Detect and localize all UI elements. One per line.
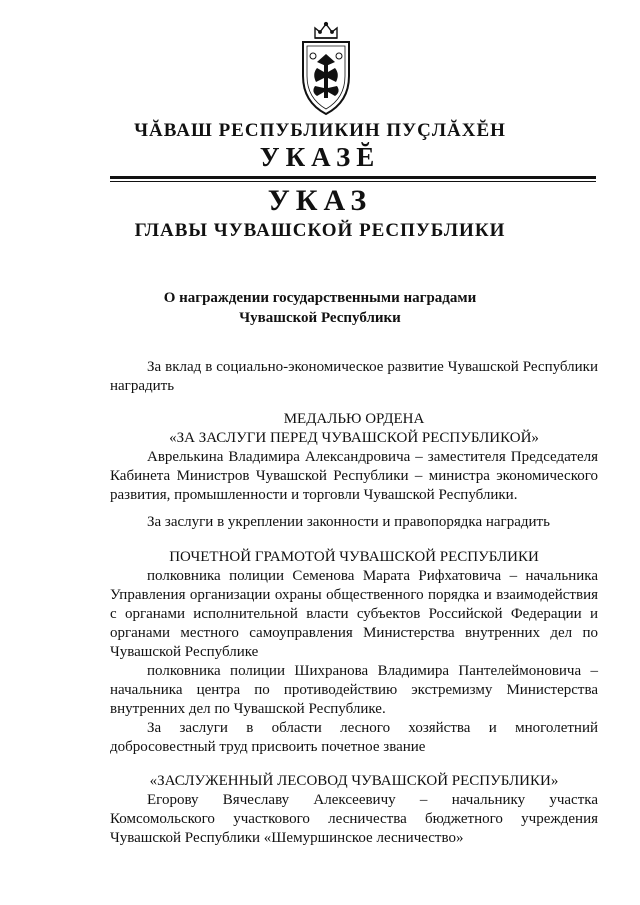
header-russian-line1: УКАЗ <box>267 184 373 217</box>
section3-recipient: Егорову Вячеславу Алексеевичу – начальнику участка Комсомольского участкового лесничества бюджетного учреждения Чувашской Республики «Шемуршинское лесничество» <box>110 792 598 846</box>
coat-of-arms-emblem <box>295 18 357 118</box>
section2-recipient2: полковника полиции Шихранова Владимира Пантелеймоновича – начальника центра по противодействию экстремизму Министерства внутренних дел по Чувашской Республике. <box>110 663 598 717</box>
section1-award-line2: «ЗА ЗАСЛУГИ ПЕРЕД ЧУВАШСКОЙ РЕСПУБЛИКОЙ» <box>169 430 539 446</box>
section2-recipient1: полковника полиции Семенова Марата Рифхатовича – начальника Управления организации охраны общественного порядка и взаимодействия с органами исполнительной власти субъектов Российской Федерации и органами местного самоуправления Министерства внутренних дел по Чувашской Республике <box>110 568 598 660</box>
header-divider-thick <box>110 176 596 179</box>
section2-award: ПОЧЕТНОЙ ГРАМОТОЙ ЧУВАШСКОЙ РЕСПУБЛИКИ <box>169 549 539 565</box>
section3-intro-block <box>110 719 598 757</box>
section2-intro-block <box>110 513 598 532</box>
header-chuvash-line1: ЧĂВАШ РЕСПУБЛИКИН ПУÇЛĂХĔН <box>134 120 506 141</box>
section1-award-line1: МЕДАЛЬЮ ОРДЕНА <box>283 411 425 427</box>
section1-intro-block <box>110 358 598 396</box>
section3-award-block <box>110 772 598 848</box>
tree-of-life-icon <box>313 54 338 98</box>
crown-icon <box>315 23 337 38</box>
section2-intro: За заслуги в укреплении законности и правопорядка наградить <box>147 514 550 530</box>
header-divider-thin <box>110 181 596 182</box>
header-chuvash-line2: УКАЗĔ <box>259 142 381 172</box>
section2-award-block <box>110 548 598 719</box>
document-title-line2: Чувашской Республики <box>239 310 401 326</box>
document-title <box>0 288 640 328</box>
section1-recipient: Аврелькина Владимира Александровича – заместителя Председателя Кабинета Министров Чувашской Республики – министра экономического развития, промышленности и торговли Чувашской Республики. <box>110 449 598 503</box>
document-title-line1: О награждении государственными наградами <box>163 290 477 306</box>
header-russian-line2: ГЛАВЫ ЧУВАШСКОЙ РЕСПУБЛИКИ <box>134 220 506 241</box>
section1-award-block <box>110 410 598 505</box>
section3-award: «ЗАСЛУЖЕННЫЙ ЛЕСОВОД ЧУВАШСКОЙ РЕСПУБЛИКИ» <box>149 773 559 789</box>
section1-intro: За вклад в социально-экономическое развитие Чувашской Республики наградить <box>110 359 598 394</box>
section3-intro: За заслуги в области лесного хозяйства и многолетний добросовестный труд присвоить почетное звание <box>110 720 598 755</box>
